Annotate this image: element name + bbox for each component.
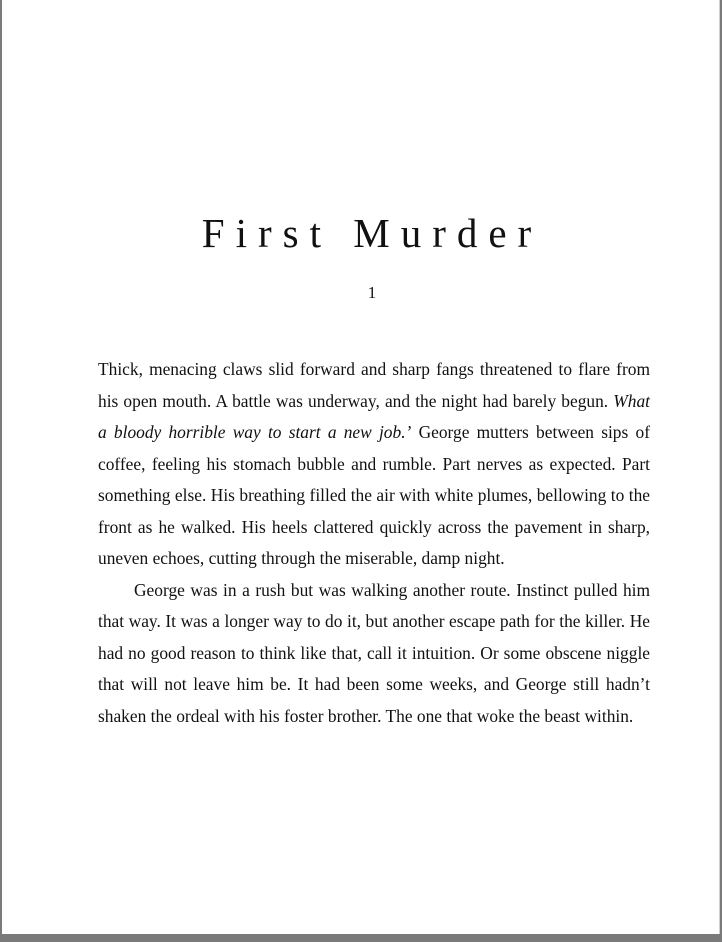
chapter-body <box>98 354 650 732</box>
paragraph-1-text-start: Thick, menacing claws slid forward and sharp fangs threatened to flare from his open mouth. A battle was underway, and the night had barely begun. <box>98 359 650 411</box>
paragraph-2: George was in a rush but was walking another route. Instinct pulled him that way. It was a longer way to do it, but another escape path for the killer. He had no good reason to think like that, call it intuition. Or some obscene niggle that will not leave him be. It had been some weeks, and George still hadn’t shaken the ordeal with his foster brother. The one that woke the beast within. <box>98 579 650 726</box>
chapter-number: 1 <box>367 283 377 302</box>
paragraph-1 <box>98 354 650 575</box>
document-page <box>2 0 720 934</box>
paragraph-1-italic-thought: What a bloody horrible way to start a new job.’ <box>98 390 650 442</box>
chapter-title: First Murder <box>201 210 543 256</box>
paragraph-1-text-end: George mutters between sips of coffee, feeling his stomach bubble and rumble. Part nerves as expected. Part something else. His breathing filled the air with white plumes, bellowing to the front as he walked. His heels clattered quickly across the pavement in sharp, uneven echoes, cutting through the miserable, damp night. <box>98 422 650 568</box>
